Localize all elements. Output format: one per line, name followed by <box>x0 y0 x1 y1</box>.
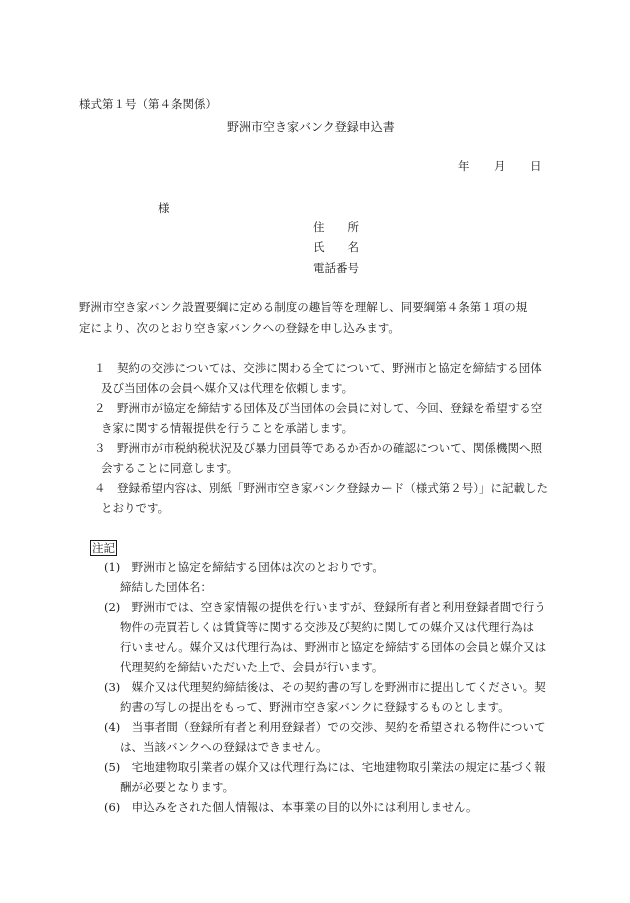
note-3-line: (3) 媒介又は代理契約締結後は、その契約書の写しを野洲市に提出してください。契 <box>104 680 546 694</box>
notes-heading: 注記 <box>92 541 115 555</box>
note-2-line: 物件の売買若しくは賃貸等に関する交渉及び契約に関しての媒介又は代理行為は <box>120 620 534 634</box>
item-1-line: 及び当団体の会員へ媒介又は代理を依頼します。 <box>101 381 354 395</box>
note-5-line: (5) 宅地建物取引業者の媒介又は代理行為には、宅地建物取引業法の規定に基づく報 <box>104 760 546 774</box>
note-2-line: 行いません。媒介又は代理行為は、野洲市と協定を締結する団体の会員と媒介又は <box>120 640 547 654</box>
note-1-line: (1) 野洲市と協定を締結する団体は次のとおりです。 <box>104 560 384 574</box>
note-4-line: (4) 当事者間（登録所有者と利用登録者）での交渉、契約を希望される物件について <box>104 720 546 734</box>
note-4-line: は、当該バンクへの登録はできません。 <box>120 740 328 754</box>
item-1-line: １ 契約の交渉については、交渉に関わる全てについて、野洲市と協定を締結する団体 <box>94 361 542 375</box>
intro-line: 定により、次のとおり空き家バンクへの登録を申し込みます。 <box>79 321 400 335</box>
note-2-line: (2) 野洲市では、空き家情報の提供を行いますが、登録所有者と利用登録者間で行う <box>104 600 546 614</box>
item-4-line: ４ 登録希望内容は、別紙「野洲市空き家バンク登録カード（様式第２号）」に記載した <box>94 481 549 495</box>
name-label: 氏 名 <box>313 240 359 254</box>
form-number: 様式第１号（第４条関係） <box>79 97 217 111</box>
item-2-line: ２ 野洲市が協定を締結する団体及び当団体の会員に対して、今回、登録を希望する空 <box>94 401 543 415</box>
item-3-line: 会することに同意します。 <box>101 461 239 475</box>
item-4-line: とおりです。 <box>101 501 170 515</box>
addressee-suffix: 様 <box>158 201 170 215</box>
date-day-label: 日 <box>530 159 542 173</box>
date-month-label: 月 <box>494 159 506 173</box>
phone-label: 電話番号 <box>313 261 359 275</box>
item-3-line: ３ 野洲市が市税納税状況及び暴力団員等であるか否かの確認について、関係機関へ照 <box>94 441 543 455</box>
intro-line: 野洲市空き家バンク設置要綱に定める制度の趣旨等を理解し、同要綱第４条第１項の規 <box>79 300 528 314</box>
address-label: 住 所 <box>313 220 359 234</box>
note-1-line: 締結した団体名： <box>120 580 212 594</box>
note-6-line: (6) 申込みをされた個人情報は、本事業の目的以外には利用しません。 <box>104 800 478 814</box>
document-title: 野洲市空き家バンク登録申込書 <box>227 120 395 134</box>
note-5-line: 酬が必要となります。 <box>120 780 235 794</box>
note-3-line: 約書の写しの提出をもって、野洲市空き家バンクに登録するものとします。 <box>120 700 510 714</box>
date-year-label: 年 <box>458 159 470 173</box>
note-2-line: 代理契約を締結いただいた上で、会員が行います。 <box>120 660 384 674</box>
item-2-line: き家に関する情報提供を行うことを承諾します。 <box>101 421 354 435</box>
